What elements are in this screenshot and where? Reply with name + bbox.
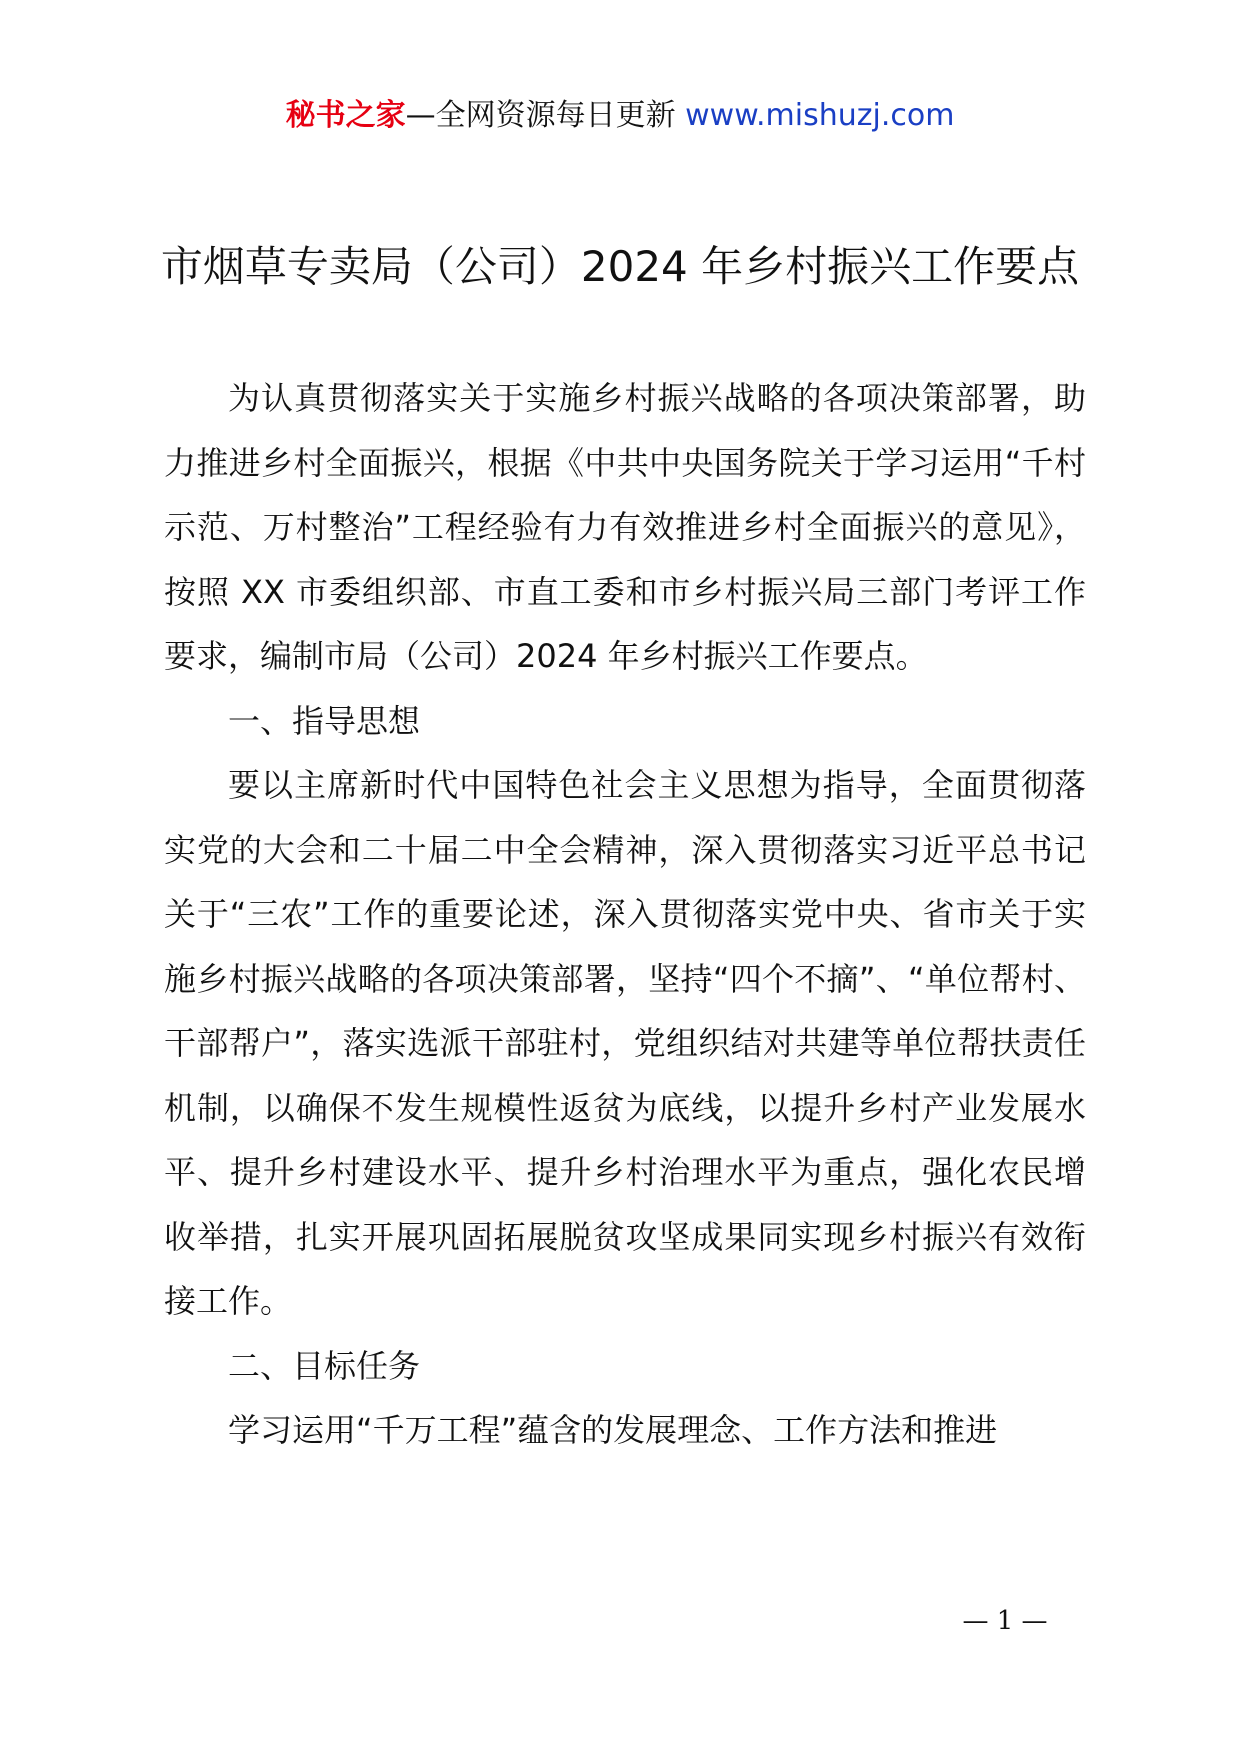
- section-heading-goals-tasks: 二、目标任务: [228, 1346, 421, 1385]
- intro-paragraph: 为认真贯彻落实关于实施乡村振兴战略的各项决策部署，助力推进乡村全面振兴，根据《中共中央国务院关于学习运用“千村示范、万村整治”工程经验有力有效推进乡村全面振兴的意见》，按照 XX 市委组织部、市直工委和市乡村振兴局三部门考评工作要求，编制市局（公司）2024 年乡村振兴工作要点。: [164, 379, 1086, 675]
- site-header: [0, 96, 1240, 136]
- section-heading-guiding-ideology: 一、指导思想: [228, 701, 421, 740]
- guiding-ideology-paragraph: 要以主席新时代中国特色社会主义思想为指导，全面贯彻落实党的大会和二十届二中全会精神，深入贯彻落实习近平总书记关于“三农”工作的重要论述，深入贯彻落实党中央、省市关于实施乡村振兴战略的各项决策部署，坚持“四个不摘”、“单位帮村、干部帮户”，落实选派干部驻村，党组织结对共建等单位帮扶责任机制，以确保不发生规模性返贫为底线，以提升乡村产业发展水平、提升乡村建设水平、提升乡村治理水平为重点，强化农民增收举措，扎实开展巩固拓展脱贫攻坚成果同实现乡村振兴有效衔接工作。: [164, 766, 1086, 1320]
- document-body: [164, 366, 1086, 1463]
- document-title: 市烟草专卖局（公司）2024 年乡村振兴工作要点: [160, 242, 1080, 291]
- goals-tasks-paragraph: 学习运用“千万工程”蕴含的发展理念、工作方法和推进: [228, 1411, 998, 1449]
- page-number: — 1 —: [962, 1606, 1048, 1636]
- site-brand: 秘书之家: [285, 98, 406, 133]
- site-tagline: —全网资源每日更新: [405, 98, 686, 133]
- site-url: www.mishuzj.com: [685, 98, 955, 133]
